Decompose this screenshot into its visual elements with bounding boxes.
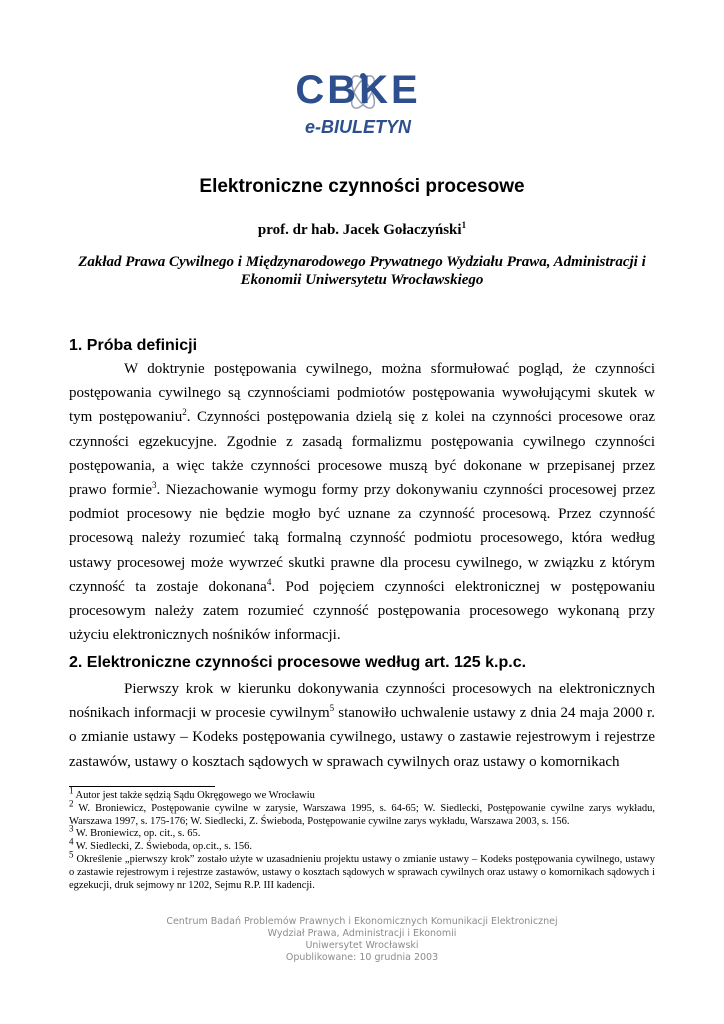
cbke-logo xyxy=(288,68,428,140)
footnote-divider xyxy=(69,786,215,787)
section-heading-1: 1. Próba definicji xyxy=(69,337,198,354)
text-run: Pierwszy krok w kierunku dokonywania czynności procesowych na elektronicznych nośnikach informacji w procesie cywilnym xyxy=(69,681,655,722)
footer-line: Opublikowane: 10 grudnia 2003 xyxy=(285,952,439,963)
logo-subtitle: e-BIULETYN xyxy=(304,117,411,137)
footnote-ref: 4 xyxy=(266,576,272,587)
footnote-ref: 2 xyxy=(182,407,187,418)
logo-brand: CBKE xyxy=(295,68,421,112)
footer-line: Wydział Prawa, Administracji i Ekonomii xyxy=(267,928,457,939)
footnote-text: W. Broniewicz, Postępowanie cywilne w zarysie, Warszawa 1995, s. 64-65; W. Siedlecki, Postępowanie cywilne zarys wykładu, Warszawa 1997, s. 175-176; W. Siedlecki, Z. Świeboda, Postępowanie cywilne zarys wykładu, Warszawa 2003, s. 156. xyxy=(69,802,655,827)
footnote-text: W. Broniewicz, op. cit., s. 65. xyxy=(73,828,201,840)
text-run: . Pod pojęciem czynności elektronicznej w postępowaniu procesowym należy zatem rozumieć czynność postępowania procesowego wykonaną przy użyciu elektronicznych nośników informacji. xyxy=(69,578,655,644)
document-title: Elektroniczne czynności procesowe xyxy=(199,176,525,197)
paragraph xyxy=(69,357,655,647)
text-run: . Niezachowanie wymogu formy przy dokonywaniu czynności procesowej przez podmiot procesowy nie będzie mogło być uznane za czynność procesową. Przez czynność procesową należy rozumieć taką formalną czynność podmiotu procesowego, która według ustawy procesowej może wywrzeć skutki prawne dla procesu cywilnego, w związku z którym czynność ta zostaje dokonana xyxy=(69,482,655,595)
footnote-text: Określenie „pierwszy krok” zostało użyte w uzasadnieniu projektu ustawy o zmianie ustawy – Kodeks postępowania cywilnego, ustawy o zastawie rejestrowym i rejestrze zastawów, ustawy o kosztach sądowych w sprawach cywilnych oraz ustawy o komornikach sądowych i egzekucji, druk sejmowy nr 1202, Sejmu R.P. III kadencji. xyxy=(69,853,655,891)
footnote-ref: 5 xyxy=(329,703,335,714)
footnote xyxy=(69,785,655,803)
footnote-text: Autor jest także sędzią Sądu Okręgowego we Wrocławiu xyxy=(73,790,315,801)
footnote xyxy=(69,836,655,854)
footnote-ref: 3 xyxy=(151,480,157,491)
section-1-body xyxy=(69,357,655,647)
footnote-number: 3 xyxy=(69,823,74,834)
section-2-body xyxy=(69,677,655,774)
footnote-number: 2 xyxy=(69,798,74,809)
footnote-number: 1 xyxy=(69,785,74,796)
text-run: . Czynności postępowania dzielą się z kolei na czynności procesowe oraz czynności egzekucyjne. Zgodnie z zasadą formalizmu postępowania cywilnego czynności postępowania, a więc także czynności procesowe muszą być dokonane w przepisanej przez prawo formie xyxy=(69,409,656,499)
footnote-ref: 1 xyxy=(461,220,467,230)
text-run: stanowiło uchwalenie ustawy z dnia 24 maja 2000 r. o zmianie ustawy – Kodeks postępowania cywilnego, ustawy o zastawie rejestrowym i rejestrze zastawów, ustawy o kosztach sądowych w sprawach cywilnych oraz ustawy o komornikach xyxy=(69,705,655,770)
author-name: prof. dr hab. Jacek Gołaczyński xyxy=(257,222,462,238)
page-footer xyxy=(0,916,724,964)
section-heading-2: 2. Elektroniczne czynności procesowe według art. 125 k.p.c. xyxy=(69,654,527,671)
footnote xyxy=(69,823,655,841)
footnote-text: W. Siedlecki, Z. Świeboda, op.cit., s. 156. xyxy=(73,841,252,853)
author-line xyxy=(0,222,724,239)
footnotes xyxy=(69,785,655,892)
text-run: W doktrynie postępowania cywilnego, można sformułować pogląd, że czynności postępowania cywilnego są czynnościami podmiotów postępowania wywołującymi skutek w tym postępowaniu xyxy=(69,361,655,426)
footnote-number: 5 xyxy=(69,849,74,860)
footer-line: Centrum Badań Problemów Prawnych i Ekonomicznych Komunikacji Elektronicznej xyxy=(166,916,558,927)
footnote xyxy=(69,798,655,829)
footnote-number: 4 xyxy=(69,836,74,847)
affiliation: Zakład Prawa Cywilnego i Międzynarodowego Prywatnego Wydziału Prawa, Administracji i Ekonomii Uniwersytetu Wrocławskiego xyxy=(78,254,646,288)
footer-line: Uniwersytet Wrocławski xyxy=(305,940,419,951)
paragraph xyxy=(69,677,655,774)
footnote xyxy=(69,849,655,892)
